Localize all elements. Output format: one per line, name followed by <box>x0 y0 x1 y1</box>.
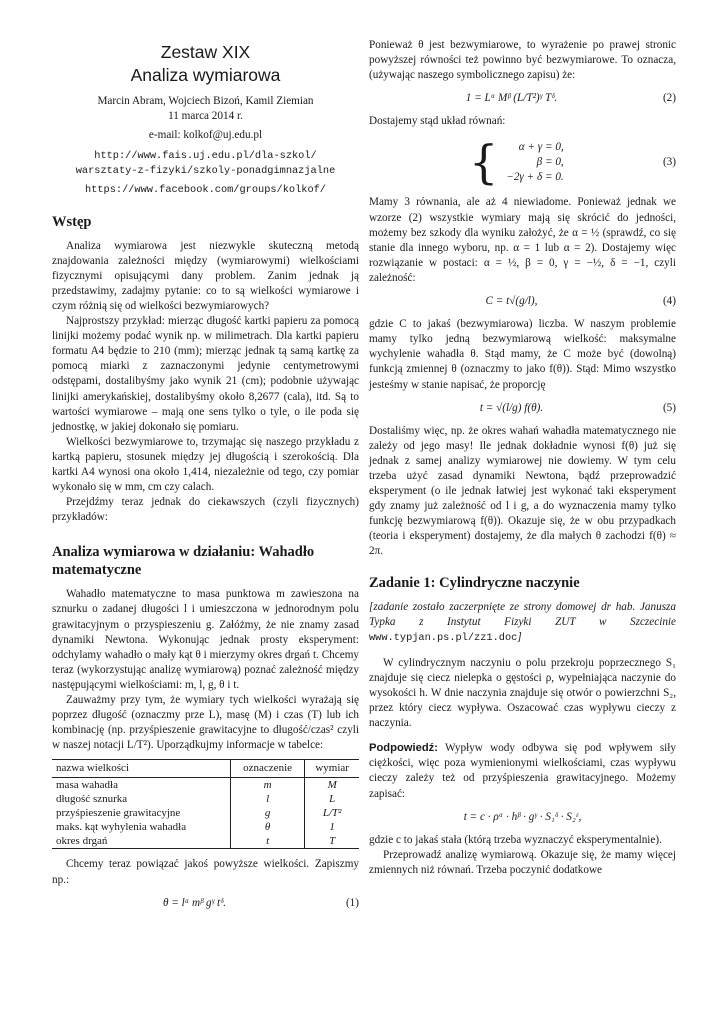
system-row: −2γ + δ = 0. <box>506 170 564 183</box>
section-heading-intro: Wstęp <box>52 213 92 230</box>
intro-paragraph: Wielkości bezwymiarowe to, trzymając się naszego przykładu z kartką papieru, stosunek między jej długością i szerokością. Dla kartki A4 wynosi ona około 1,414, niezależnie od tego, czy pomiar wykonało się w mm, cm czy calach. <box>52 435 359 494</box>
equation-number: (4) <box>662 295 676 308</box>
equation-body: t = √(l/g) f(θ). <box>479 401 544 414</box>
table-row <box>52 820 359 834</box>
right-paragraph: gdzie c to jakaś stała (którą trzeba wyznaczyć eksperymentalnie). <box>369 833 662 846</box>
equation-4 <box>369 294 676 309</box>
quote-text: [zadanie zostało zaczerpnięte ze strony domowej dr hab. Janusza Typka z Instytut Fizyki ZUT w Szczecinie <box>369 600 676 628</box>
equation-2 <box>369 91 676 106</box>
system-row: β = 0, <box>536 155 564 168</box>
table-cell: masa wahadła <box>52 778 230 793</box>
intro-paragraph: Analiza wymiarowa jest niezwykle skuteczną metodą znajdowania zależności między (wymiarowymi) wielkościami fizycznymi opisującymi dany problem. Zanim jednak ją przedstawimy, zadajmy pytanie: co to są wielkości wymiarowe i czym różnią się od wielkości bezwymiarowych? <box>52 239 359 312</box>
system-row: α + γ = 0, <box>518 140 564 153</box>
pendulum-paragraph: Zauważmy przy tym, że wymiary tych wielkości wyrażają się poprzez długość (oznaczmy prze L), masę (M) i czas (T) lub ich kombinację (np. przyśpieszenie grawitacyjne to długość/czas² czyli w naszej notacji L/T²). Uporządkujmy informacje w tabelce: <box>52 694 359 752</box>
left-column <box>52 40 359 919</box>
hint-paragraph <box>369 741 676 801</box>
url-facebook[interactable]: https://www.facebook.com/groups/kolkof/ <box>85 184 326 197</box>
email: e-mail: kolkof@uj.edu.pl <box>148 129 263 142</box>
pendulum-paragraph: Wahadło matematyczne to masa punktowa m zawieszona na sznurku o zadanej długości l i umieszczona w jednorodnym polu grawitacyjnym o przyspieszeniu g. Załóżmy, że nie znamy zasad dynamiki Newtona. Wykonując jednak prosty eksperyment: odchylamy wahadło o mały kąt θ i mierzymy okres drgań t. Chcemy teraz (wykorzystując analizę wymiarową) poznać zależność między następującymi wielkościami: m, l, g, θ i t. <box>52 588 359 691</box>
table-header-cell: oznaczenie <box>230 760 304 778</box>
title-line1: Zestaw XIX <box>160 42 251 62</box>
task-source-quote <box>369 600 676 646</box>
task-paragraph: W cylindrycznym naczyniu o polu przekroju poprzecznego S₁ znajduje się ciecz nielepka o gęstości ρ, wypełniająca naczynie do wysokości h. W dnie naczynia znajduje się otwór o powierzchni S₂, przez który ciecz wypływa. Oszacować czas wypływu cieczy z naczynia. <box>369 656 676 730</box>
right-paragraph: Dostaliśmy więc, np. że okres wahań wahadła matematycznego nie zależy od jego masy! Ile jednak dokładnie wynosi f(θ) już się jednak z samej analizy wymiarowej nie dowiemy. W tym celu trzeba użyć zasad dynamiki Newtona, bądź przeprowadzić eksperyment (o ile jednak łatwiej jest wykonać taki eksperyment gdy znamy już zależność od l i g, a do wyznaczenia mamy tylko funkcję bezwymiarową f(θ)). Okazuje się, że w obu przypadkach (teoria i eksperyment) dostajemy, że dla małych θ zachodzi f(θ) ≈ 2π. <box>369 424 676 558</box>
table-row <box>52 834 359 849</box>
equation-1 <box>52 896 359 911</box>
date: 11 marca 2014 r. <box>168 110 243 123</box>
quote-end: ] <box>517 630 522 643</box>
table-cell: l <box>230 792 304 806</box>
table-cell: przyśpieszenie grawitacyjne <box>52 806 230 820</box>
table-row <box>52 792 359 806</box>
equation-body: 1 = Lᵅ Mᵝ (L/T²)ᵞ Tᵟ. <box>465 92 558 105</box>
equation-number: (5) <box>662 401 676 414</box>
equation-number: (2) <box>662 92 676 105</box>
task-source-link[interactable]: www.typjan.ps.pl/zz1.doc <box>369 631 518 644</box>
table-cell: 1 <box>329 821 335 834</box>
table-cell: g <box>230 806 304 820</box>
authors: Marcin Abram, Wojciech Bizoń, Kamil Ziemian <box>97 95 314 107</box>
table-header-row <box>52 760 359 778</box>
table-cell: T <box>305 834 359 849</box>
intro-paragraph: Najprostszy przykład: mierząc długość kartki papieru za pomocą linijki możemy podać wynik np. w milimetrach. Dla kartki papieru formatu A4 będzie to 210 (mm); mierząc jednak tą samą kartkę za pomocą miarki z zaznaczonymi jedynie centymetrowymi odstępami, dostalibyśmy jako wynik 21 (cm); podobnie używając linijki amerykańskiej, dostalibyśmy około 8,2677 (cala), itd. Są to wartości wymiarowe – mają one sens tylko o tyle, o ile poda się jednostkę, w jakiej dokonało się pomiaru. <box>52 315 359 433</box>
table-row <box>52 778 359 793</box>
url-line-2[interactable]: warsztaty-z-fizyki/szkoly-ponadgimnazjalne <box>75 165 336 178</box>
table-cell: M <box>327 779 337 792</box>
section-heading-pendulum: Analiza wymiarowa w działaniu: Wahadło matematyczne <box>52 544 315 579</box>
pendulum-paragraph: Chcemy teraz powiązać jakoś powyższe wielkości. Zapiszmy np.: <box>52 858 359 886</box>
table-cell: θ <box>230 820 304 834</box>
equation-number: (3) <box>662 155 676 168</box>
equation-6 <box>369 810 676 825</box>
system-rows <box>506 140 563 185</box>
equation-body: C = t√(g/l), <box>485 295 538 308</box>
right-paragraph: Dostajemy stąd układ równań: <box>369 115 506 128</box>
brace-icon: { <box>469 135 499 190</box>
equation-5 <box>369 401 676 416</box>
table-cell: L/T² <box>322 807 342 820</box>
hint-text: Wypływ wody odbywa się pod wpływem siły ciężkości, więc poza wymienionymi wielkościami, czas wypływu cieczy zależy też od przyśpieszenia grawitacyjnego. Możemy zapisać: <box>369 742 676 800</box>
table-cell: t <box>230 834 304 849</box>
right-paragraph: Przeprowadź analizę wymiarową. Okazuje się, że mamy więcej zmiennych niż równań. Trzeba poczynić dodatkowe <box>369 848 676 876</box>
quantities-table <box>52 759 359 849</box>
equation-system-3 <box>369 135 676 190</box>
right-column <box>369 38 676 878</box>
table-cell: długość sznurka <box>52 792 230 806</box>
task-heading: Zadanie 1: Cylindryczne naczynie <box>369 574 580 591</box>
table-cell: maks. kąt wyhylenia wahadła <box>52 820 230 834</box>
equation-body: θ = lᵅ mᵝ gᵞ tᵟ. <box>162 896 227 909</box>
table-row <box>52 806 359 820</box>
table-cell: okres drgań <box>52 834 230 849</box>
table-cell: L <box>329 793 336 806</box>
title-line2: Analiza wymiarowa <box>130 65 281 85</box>
intro-paragraph: Przejdźmy teraz jednak do ciekawszych (czyli fizycznych) przykładów: <box>52 496 359 524</box>
right-paragraph: Mamy 3 równania, ale aż 4 niewiadome. Ponieważ jednak we wzorze (2) wszystkie wymiary mają się skrócić do jedności, możemy bez szkody dla wyniku założyć, że α = ½ (sprawdź, co się stanie dla innego wyboru, np. α = 1 lub α = 2). Dostajemy więc rozwiązanie w postaci: α = ½, β = 0, γ = −½, δ = −1, czyli zależność: <box>369 196 676 284</box>
equation-body: t = c · ρᵅ · hᵝ · gᵞ · S₁ᵟ · S₂ᵋ, <box>463 810 582 823</box>
equation-number: (1) <box>345 896 359 909</box>
table-header-cell: nazwa wielkości <box>52 760 230 778</box>
right-paragraph: Ponieważ θ jest bezwymiarowe, to wyrażenie po prawej stronic powyższej równości też powinno być bezwymiarowe. To oznacza, (używając naszego symbolicznego zapisu) że: <box>369 39 676 82</box>
hint-label: Podpowiedź: <box>369 742 438 755</box>
table-header-cell: wymiar <box>305 760 359 778</box>
right-paragraph: gdzie C to jakaś (bezwymiarowa) liczba. W naszym problemie mamy tylko jedną bezwymiarową wielkość: maksymalne wychylenie wahadła θ. Stąd mamy, że C może być (dowolną) funkcją zmiennej θ (oznaczmy to jako f(θ)). Stąd: Mimo wszystko jesteśmy w stanie napisać, że proporcję <box>369 318 676 391</box>
url-line-1[interactable]: http://www.fais.uj.edu.pl/dla-szkol/ <box>94 150 317 163</box>
table-cell: m <box>230 778 304 793</box>
